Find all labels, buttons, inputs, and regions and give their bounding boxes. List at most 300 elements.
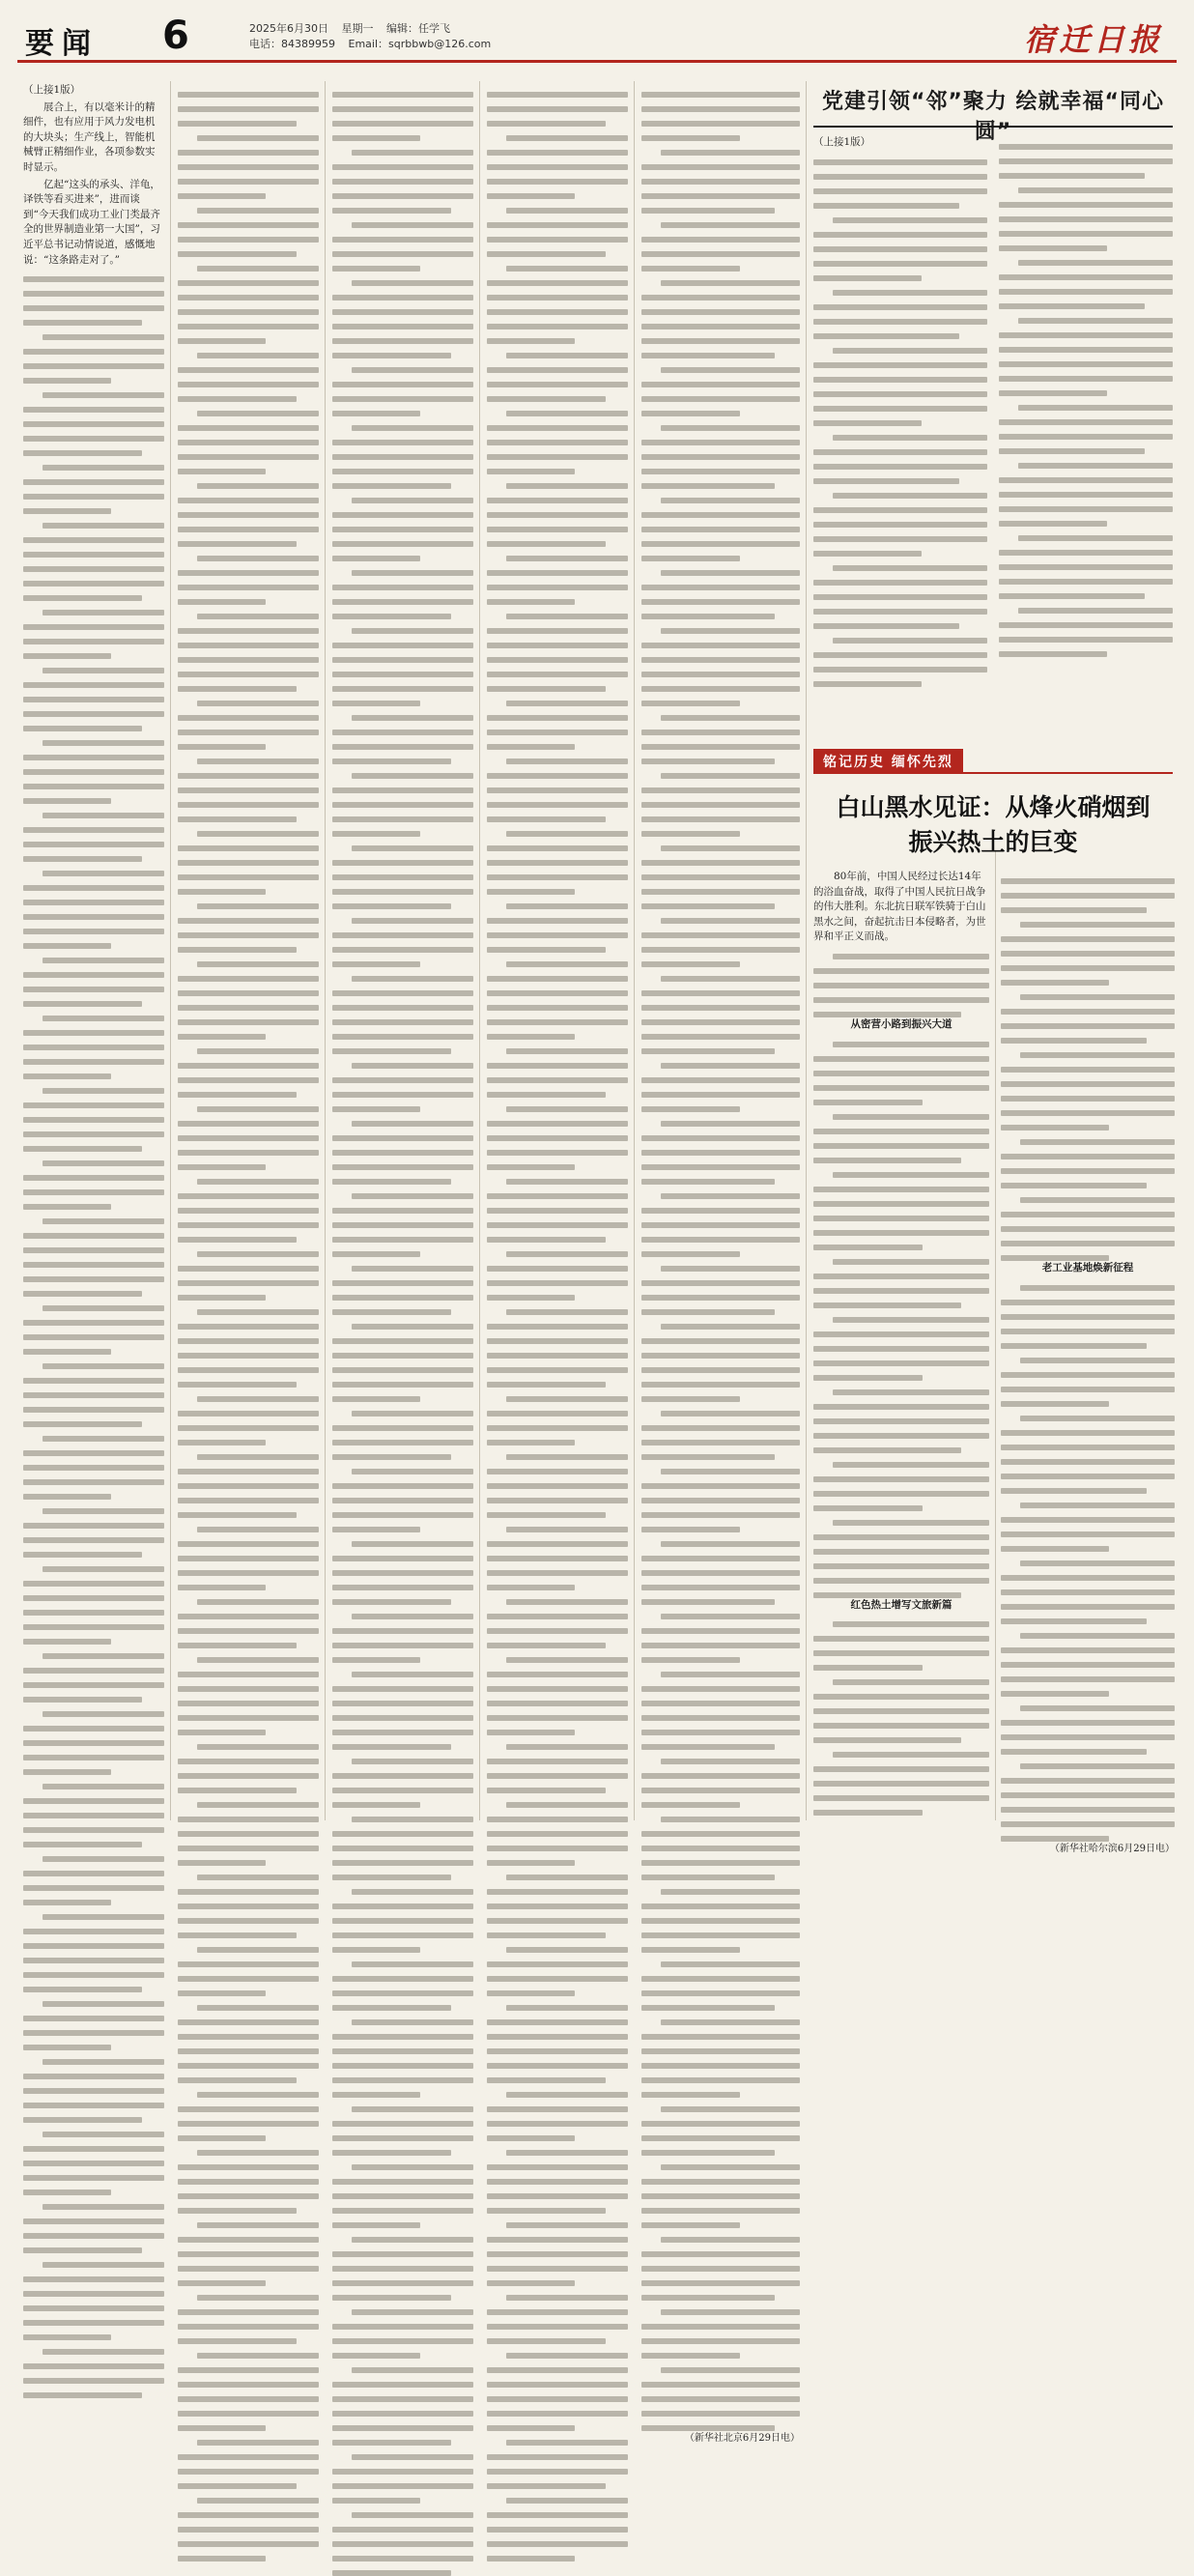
text-line [1001,980,1109,986]
text-line [641,1150,800,1156]
text-line [332,324,473,329]
text-line [487,1628,628,1634]
text-line [1001,878,1175,884]
headline-rule [813,126,1173,128]
text-line [178,1903,319,1909]
text-line [641,324,800,329]
text-line [352,2237,473,2243]
text-line [43,2204,164,2210]
text-line [1001,1589,1175,1595]
text-line [1001,1488,1147,1494]
text-line [332,1295,473,1301]
text-line [999,231,1173,237]
text-line [23,1595,164,1601]
text-line [506,1744,628,1750]
feature-headline: 党建引领“邻”聚力 绘就幸福“同心圆” [821,90,1165,144]
text-line [352,1266,473,1272]
text-line [487,1556,628,1561]
text-line [999,158,1173,164]
text-line [1001,965,1175,971]
text-line [813,420,922,426]
text-line [332,1788,473,1793]
text-line [352,1961,473,1967]
text-line [178,1280,319,1286]
text-line [178,309,319,315]
text-line [332,1802,420,1808]
text-line [487,1686,628,1692]
text-line [178,527,319,532]
text-line [813,377,987,383]
text-line [23,421,164,427]
text-line [332,860,473,866]
text-line [487,338,575,344]
text-line [332,1773,473,1779]
text-line [332,2382,473,2388]
text-line [178,2193,319,2199]
text-line [813,1578,989,1584]
text-line [487,1846,628,1851]
text-line [641,1483,800,1489]
text-line [641,1976,800,1982]
text-line [1001,1009,1175,1015]
text-line [641,1686,800,1692]
text-line [506,483,628,489]
text-line [43,2132,164,2137]
text-line [23,1523,164,1529]
text-line [487,976,628,982]
text-line [43,2349,164,2355]
text-line [506,903,628,909]
text-line [23,711,164,717]
text-line [23,1189,164,1195]
text-line [197,208,319,214]
text-line [332,2222,420,2228]
text-line [1001,1430,1175,1436]
text-line [178,454,319,460]
text-line [813,1230,989,1236]
text-line [813,1302,961,1308]
text-line [641,1875,775,1880]
text-line [197,2222,319,2228]
text-line [833,290,987,296]
text-line [178,295,319,301]
text-line [833,565,987,571]
text-line [506,2498,628,2504]
text-line [1001,1168,1175,1174]
text-line [332,2425,473,2431]
text-line [661,1541,800,1547]
text-line [352,2367,473,2373]
text-line [178,1483,319,1489]
text-line [487,2280,575,2286]
text-line [23,885,164,891]
text-line [43,1914,164,1920]
text-line [487,1889,628,1895]
text-line [178,1512,297,1518]
text-line [487,715,628,721]
text-line [487,1121,628,1127]
text-line [487,1961,628,1967]
text-line [23,1639,111,1645]
text-line [23,2117,142,2123]
text-line [332,135,420,141]
text-line [1020,1052,1175,1058]
text-line [487,1672,628,1677]
text-line [178,744,266,750]
text-line [178,2367,319,2373]
text-line [197,2005,319,2011]
text-line [23,1813,164,1818]
text-line [487,2251,628,2257]
text-line [661,773,800,779]
text-line [332,1599,451,1605]
text-line [178,2121,319,2127]
text-line [641,2382,800,2388]
text-line [178,1686,319,1692]
text-line [833,493,987,499]
text-line [661,425,800,431]
text-line [813,609,987,615]
text-line [487,2121,628,2127]
text-line [506,266,628,272]
text-line [23,1175,164,1181]
text-line [641,1251,740,1257]
text-line [178,1817,319,1822]
text-line [641,353,775,358]
text-line [999,303,1145,309]
text-line [641,932,800,938]
text-line [178,1019,319,1025]
text-line [178,1831,319,1837]
text-line [332,266,420,272]
text-line [178,1338,319,1344]
text-line [178,1135,319,1141]
text-line [487,570,628,576]
text-line [23,929,164,934]
text-line [999,622,1173,628]
text-line [813,275,922,281]
text-line [813,333,959,339]
text-line [178,1961,319,1967]
text-line [506,353,628,358]
text-line [23,972,164,978]
text-line [487,324,628,329]
text-line [813,1346,989,1352]
text-line [23,755,164,760]
text-line [487,121,606,127]
text-line [352,1759,473,1764]
text-line [641,1048,775,1054]
text-line [332,469,473,474]
text-line [178,1193,319,1199]
text-line [1020,1416,1175,1421]
text-line [197,483,319,489]
text-line [641,585,800,590]
text-line [332,1903,473,1909]
text-line [641,2092,740,2098]
text-line [999,651,1107,657]
text-line [178,628,319,634]
text-line [178,222,319,228]
text-line [178,2063,319,2069]
text-line [641,816,800,822]
text-line [813,449,987,455]
text-line [813,232,987,238]
text-line [1001,1314,1175,1320]
text-line [332,599,473,605]
text-line [332,2063,473,2069]
text-line [178,1701,319,1706]
text-line [178,585,319,590]
text-line [352,498,473,503]
text-line [43,668,164,673]
text-line [23,1450,164,1456]
text-line [23,305,164,311]
text-line [506,1309,628,1315]
text-line [813,159,987,165]
text-line [813,1331,989,1337]
text-line [487,1164,575,1170]
text-line [487,1469,628,1474]
text-line [999,579,1173,585]
text-line [506,701,628,706]
text-line [641,1106,740,1112]
dateline: （上接1版） [813,136,871,148]
text-line [352,628,473,634]
text-line [813,580,987,586]
text-line [833,1520,989,1526]
text-line [332,440,473,445]
text-line [23,2103,164,2108]
text-line [487,643,628,648]
text-line [178,1730,266,1735]
article-column-5 [641,83,800,2444]
text-line [813,1288,989,1294]
text-line [178,1121,319,1127]
text-line [813,1216,989,1221]
text-line [332,309,473,315]
text-line [487,2411,628,2417]
text-line [332,1932,473,1938]
text-line [833,1172,989,1178]
text-line [23,1682,164,1688]
text-line [1001,1546,1109,1552]
text-line [641,1701,800,1706]
text-line [661,1672,800,1677]
text-line [641,1135,800,1141]
text-line [641,295,800,301]
text-line [23,2030,164,2036]
text-line [641,1657,740,1663]
text-line [178,469,266,474]
text-line [332,2541,473,2547]
text-line [332,2208,473,2214]
text-line [641,2338,800,2344]
text-line [332,208,451,214]
text-line [352,918,473,924]
text-line [197,1744,319,1750]
text-line [1001,1734,1175,1740]
text-line [813,1781,989,1787]
text-line [178,2324,319,2330]
text-line [1001,1125,1109,1131]
text-line [487,425,628,431]
text-line [661,918,800,924]
text-line [332,295,473,301]
text-line [23,1740,164,1746]
text-line [1001,907,1147,913]
text-line [178,251,297,257]
text-line [352,1411,473,1417]
text-line [506,411,628,416]
text-line [332,1454,451,1460]
text-line [999,289,1173,295]
text-line [487,1759,628,1764]
text-line [487,193,575,199]
text-line [332,1092,473,1098]
text-line [43,958,164,963]
text-line [487,585,628,590]
text-line [352,1541,473,1547]
text-line [661,2106,800,2112]
text-line [641,527,800,532]
text-line [999,347,1173,353]
text-line [332,2556,473,2562]
newspaper-masthead: 宿迁日报 [1023,21,1163,58]
subheading: 从密营小路到振兴大道 [850,1017,952,1030]
text-line [641,686,800,692]
text-line [506,2295,628,2301]
article-column-3 [332,83,473,1818]
text-line [23,1900,111,1905]
text-line [178,1063,319,1069]
text-line [332,1527,420,1532]
text-line [641,309,800,315]
text-line [506,1179,628,1185]
text-line [1001,1676,1175,1682]
text-line [999,492,1173,498]
text-line [1020,1358,1175,1363]
text-line [661,1324,800,1330]
text-line [661,845,800,851]
text-line [661,1411,800,1417]
text-line [332,193,473,199]
text-line [178,672,319,677]
text-line [1020,1633,1175,1639]
text-line [178,1440,266,1445]
text-line [999,521,1107,527]
text-line [178,2411,319,2417]
text-line [178,2309,319,2315]
text-line [661,976,800,982]
text-line [23,1030,164,1036]
text-line [178,1541,319,1547]
text-line [178,787,319,793]
text-line [43,2001,164,2007]
text-line [178,947,297,953]
text-line [487,1324,628,1330]
text-line [833,348,987,354]
text-line [197,1947,319,1953]
text-line [641,208,775,214]
text-line [352,1063,473,1069]
text-line [332,2193,473,2199]
text-line [23,479,164,485]
text-line [487,541,606,547]
text-line [178,1672,319,1677]
text-line [641,2280,800,2286]
text-line [833,1317,989,1323]
text-line [641,1367,800,1373]
text-line [23,1537,164,1543]
text-line [641,512,800,518]
text-line [641,121,800,127]
text-line [178,2541,319,2547]
text-line [813,594,987,600]
text-line [178,367,319,373]
text-line [1001,1459,1175,1465]
text-line [43,871,164,876]
text-line [23,842,164,847]
text-line [813,1158,961,1163]
text-line [23,987,164,992]
text-line [487,1903,628,1909]
text-line [506,1251,628,1257]
text-line [352,425,473,431]
text-line [23,1871,164,1876]
text-line [178,382,319,387]
text-line [487,106,628,112]
text-line [487,2338,606,2344]
text-line [352,976,473,982]
text-line [23,2175,164,2181]
text-line [1001,1023,1175,1029]
text-line [43,1508,164,1514]
text-line [813,1360,989,1366]
text-line [178,1990,266,1996]
text-line [506,614,628,619]
text-line [487,1701,628,1706]
text-line [641,454,800,460]
text-line [813,1549,989,1555]
text-line [23,1045,164,1050]
text-line [23,1421,142,1427]
text-line [641,2411,800,2417]
column-tag-bar [813,749,1173,774]
text-line [332,1135,473,1141]
text-line [332,1208,473,1214]
text-line [1001,893,1175,899]
text-line [197,1251,319,1257]
text-line [332,1179,451,1185]
text-line [833,1462,989,1468]
text-line [487,2208,606,2214]
text-line [197,2440,319,2446]
text-line [487,1541,628,1547]
text-line [23,726,142,731]
text-line [833,1042,989,1047]
text-line [332,1280,473,1286]
text-line [487,2367,628,2373]
text-line [1001,1778,1175,1784]
text-line [332,2048,473,2054]
text-line [23,552,164,558]
text-line [332,585,473,590]
text-line [332,1570,473,1576]
text-line [23,2045,111,2050]
text-line [23,595,142,601]
text-line [23,798,111,804]
